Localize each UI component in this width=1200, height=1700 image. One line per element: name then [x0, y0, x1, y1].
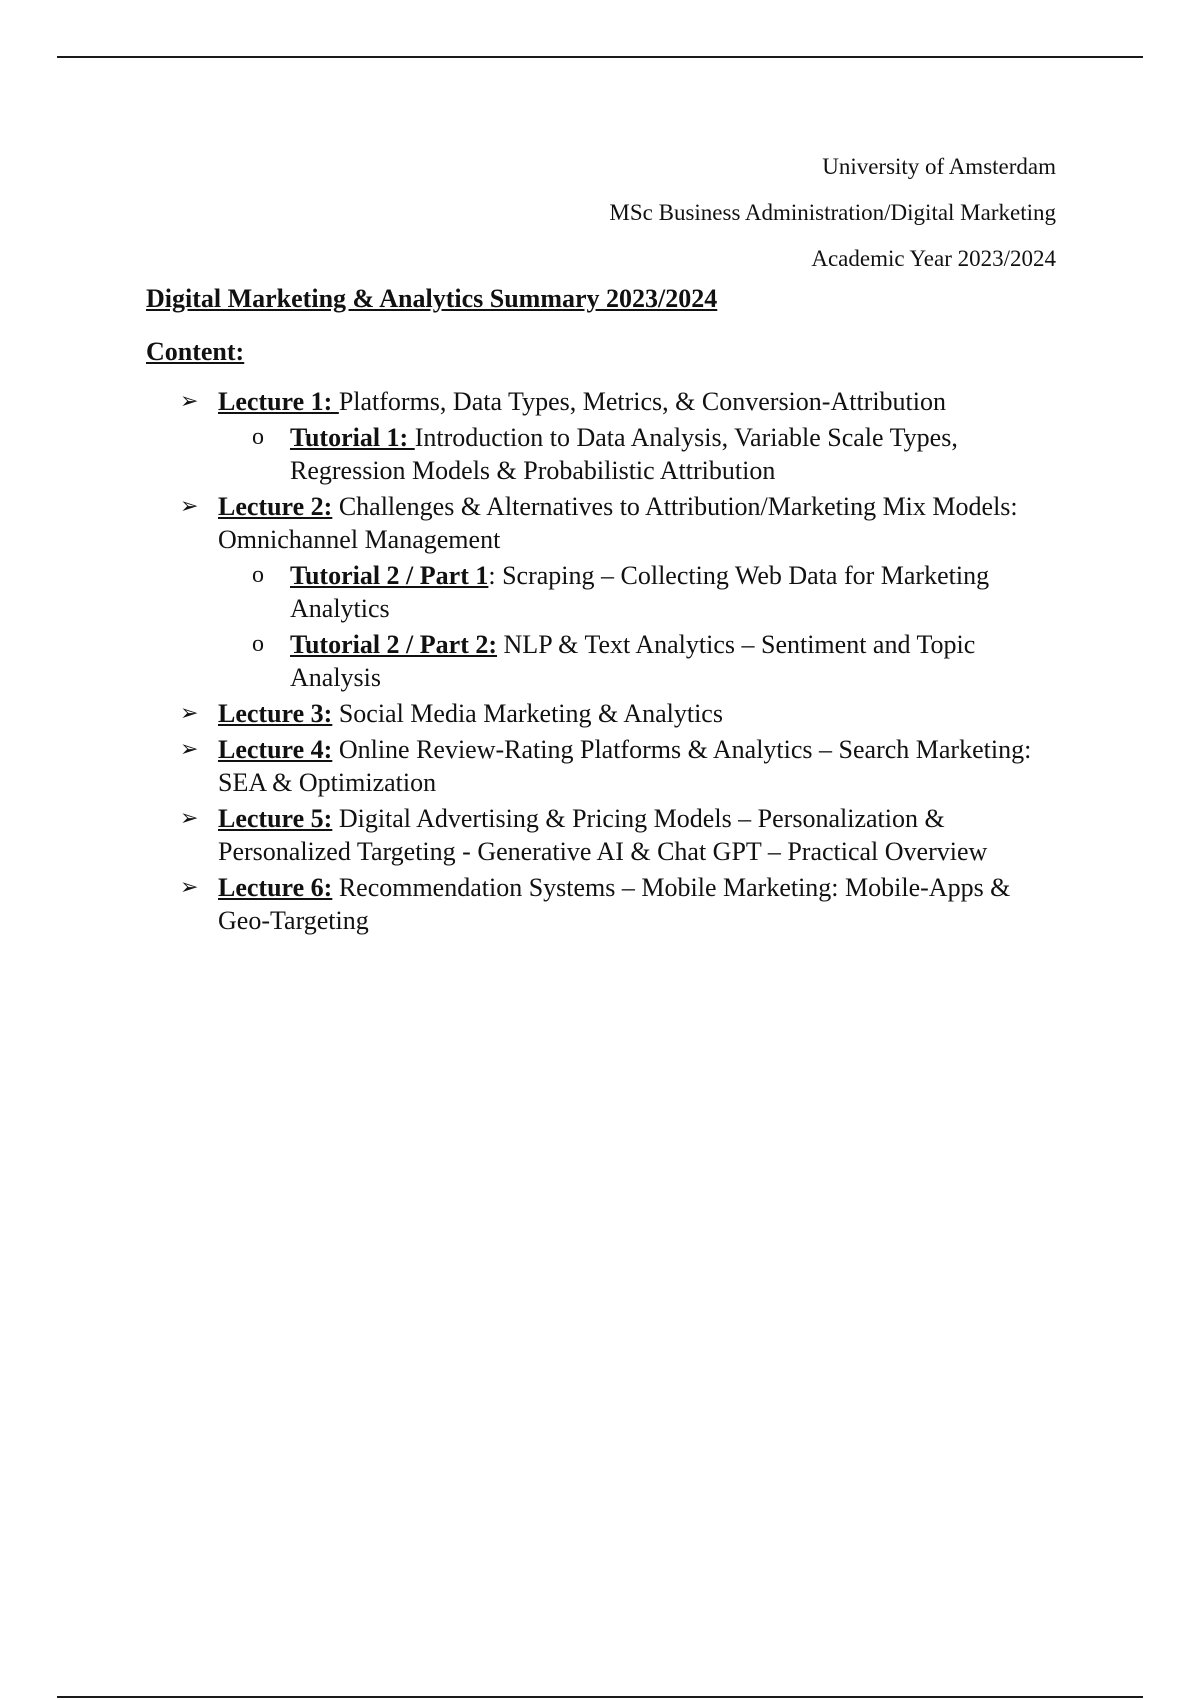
- lecture-item: [180, 490, 1060, 556]
- lecture-label: Lecture 6:: [218, 873, 333, 902]
- lecture-item: [180, 697, 1060, 730]
- bottom-rule: [57, 1696, 1143, 1698]
- tutorial-label: Tutorial 1:: [290, 423, 415, 452]
- document-title: Digital Marketing & Analytics Summary 2023/2024: [146, 284, 718, 313]
- lecture-text: Challenges & Alternatives to Attribution/Marketing Mix Models: Omnichannel Management: [218, 492, 1018, 554]
- arrow-bullet-icon: ➢: [180, 494, 199, 519]
- tutorial-item: [218, 421, 1060, 487]
- arrow-bullet-icon: ➢: [180, 875, 199, 900]
- lecture-item: [180, 385, 1060, 418]
- tutorial-text: NLP & Text Analytics – Sentiment and Topic Analysis: [290, 630, 976, 692]
- lecture-text: Social Media Marketing & Analytics: [332, 699, 723, 728]
- lecture-item: [180, 802, 1060, 868]
- program-name: MSc Business Administration/Digital Marketing: [609, 200, 1056, 225]
- tutorial-label: Tutorial 2 / Part 2:: [290, 630, 498, 659]
- academic-year: Academic Year 2023/2024: [811, 246, 1056, 271]
- lecture-text: Online Review-Rating Platforms & Analytics – Search Marketing: SEA & Optimization: [218, 735, 1032, 797]
- content-heading: Content:: [146, 337, 245, 366]
- lecture-item: [180, 871, 1060, 937]
- tutorial-item: [218, 628, 1060, 694]
- lecture-label: Lecture 4:: [218, 735, 333, 764]
- lecture-text: Recommendation Systems – Mobile Marketing: Mobile-Apps & Geo-Targeting: [218, 873, 1011, 935]
- circle-bullet-icon: o: [252, 631, 264, 657]
- arrow-bullet-icon: ➢: [180, 389, 199, 414]
- lecture-text: Digital Advertising & Pricing Models – Personalization & Personalized Targeting - Generative AI & Chat GPT – Practical Overview: [218, 804, 988, 866]
- lecture-label: Lecture 2:: [218, 492, 333, 521]
- tutorial-label: Tutorial 2 / Part 1: [290, 561, 489, 590]
- top-rule: [57, 56, 1143, 58]
- table-of-contents: [180, 385, 1060, 940]
- tutorial-text: : Scraping – Collecting Web Data for Marketing Analytics: [290, 561, 990, 623]
- circle-bullet-icon: o: [252, 424, 264, 450]
- tutorial-text: Introduction to Data Analysis, Variable Scale Types, Regression Models & Probabilistic Attribution: [290, 423, 958, 485]
- tutorial-item: [218, 559, 1060, 625]
- university-name: University of Amsterdam: [822, 154, 1056, 179]
- arrow-bullet-icon: ➢: [180, 701, 199, 726]
- lecture-label: Lecture 5:: [218, 804, 333, 833]
- circle-bullet-icon: o: [252, 562, 264, 588]
- arrow-bullet-icon: ➢: [180, 737, 199, 762]
- lecture-item: [180, 733, 1060, 799]
- lecture-text: Platforms, Data Types, Metrics, & Conversion-Attribution: [338, 387, 946, 416]
- arrow-bullet-icon: ➢: [180, 806, 199, 831]
- lecture-label: Lecture 3:: [218, 699, 333, 728]
- document-header: [146, 144, 1056, 282]
- lecture-label: Lecture 1:: [218, 387, 339, 416]
